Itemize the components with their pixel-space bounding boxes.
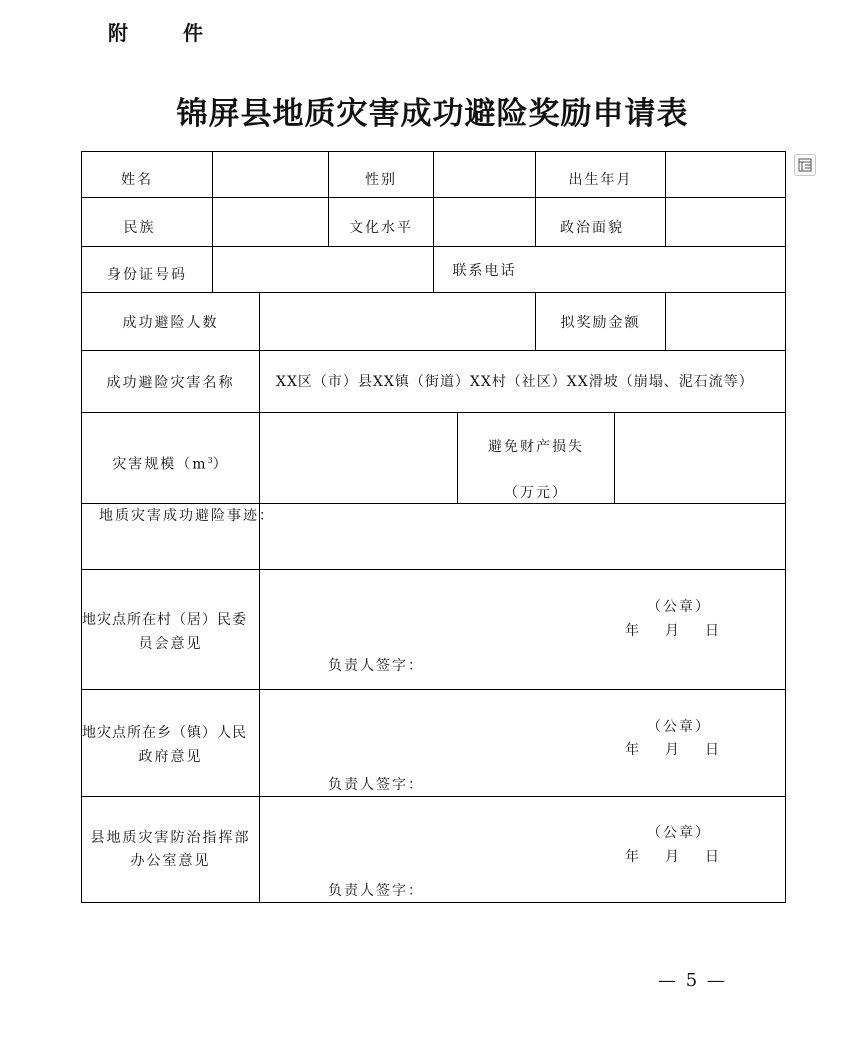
- county-opinion-field[interactable]: [260, 797, 785, 902]
- township-signature-label: 负责人签字：: [328, 777, 424, 793]
- township-opinion-field[interactable]: [260, 690, 785, 796]
- gender-field[interactable]: [434, 152, 535, 197]
- village-opinion-label-line2: 员会意见: [138, 636, 203, 652]
- township-date: 年 月 日: [625, 742, 725, 758]
- ethnicity-field[interactable]: [213, 198, 328, 246]
- reward-field[interactable]: [666, 293, 785, 350]
- loss-label-line1: 避免财产损失: [488, 439, 584, 455]
- village-date: 年 月 日: [625, 623, 725, 639]
- attachment-label: 附 件: [108, 21, 227, 45]
- birth-field[interactable]: [666, 152, 785, 197]
- education-label: 文化水平: [349, 220, 413, 236]
- phone-label: 联系电话: [452, 263, 517, 279]
- political-field[interactable]: [666, 198, 785, 246]
- county-signature-label: 负责人签字：: [328, 883, 424, 899]
- scale-label: 灾害规模$(m^3)$: [112, 456, 229, 473]
- phone-field[interactable]: [536, 247, 785, 292]
- political-label: 政治面貌: [560, 220, 624, 236]
- page-number: — 5 —: [658, 970, 727, 991]
- birth-label: 出生年月: [568, 172, 633, 188]
- page-title: 锦屏县地质灾害成功避险奖励申请表: [176, 96, 689, 132]
- table-layout-icon[interactable]: [794, 154, 816, 176]
- township-opinion-label-line2: 政府意见: [138, 749, 203, 765]
- people-count-field[interactable]: [260, 293, 535, 350]
- disaster-name-value[interactable]: XX区（市）县XX镇（街道）XX村（社区）XX滑坡（崩塌、泥石流等）: [276, 374, 754, 390]
- village-opinion-label-line1: 地灾点所在村（居）民委: [82, 612, 247, 628]
- ethnicity-label: 民族: [123, 220, 156, 236]
- village-opinion-field[interactable]: [260, 570, 785, 689]
- disaster-name-label: 成功避险灾害名称: [106, 375, 235, 391]
- county-opinion-label-line1: 县地质灾害防治指挥部: [90, 830, 251, 846]
- deeds-label: 地质灾害成功避险事迹：: [99, 508, 275, 524]
- application-form-table: [81, 151, 786, 903]
- county-date: 年 月 日: [625, 849, 725, 865]
- id-number-field[interactable]: [213, 247, 433, 292]
- people-count-label: 成功避险人数: [122, 315, 219, 331]
- village-signature-label: 负责人签字：: [328, 658, 424, 674]
- loss-label-line2: （万元）: [504, 485, 568, 501]
- gender-label: 性别: [365, 172, 397, 188]
- id-number-label: 身份证号码: [107, 267, 187, 283]
- township-seal: （公章）: [647, 719, 711, 735]
- name-field[interactable]: [213, 152, 328, 197]
- village-seal: （公章）: [647, 599, 711, 615]
- county-seal: （公章）: [647, 825, 711, 841]
- scale-field[interactable]: [260, 413, 457, 503]
- row-divider: [82, 350, 785, 351]
- name-label: 姓名: [121, 172, 153, 188]
- education-field[interactable]: [434, 198, 535, 246]
- county-opinion-label-line2: 办公室意见: [130, 853, 211, 869]
- loss-field[interactable]: [615, 413, 785, 503]
- reward-label: 拟奖励金额: [560, 315, 641, 331]
- township-opinion-label-line1: 地灾点所在乡（镇）人民: [82, 725, 247, 741]
- deeds-field[interactable]: [82, 528, 785, 569]
